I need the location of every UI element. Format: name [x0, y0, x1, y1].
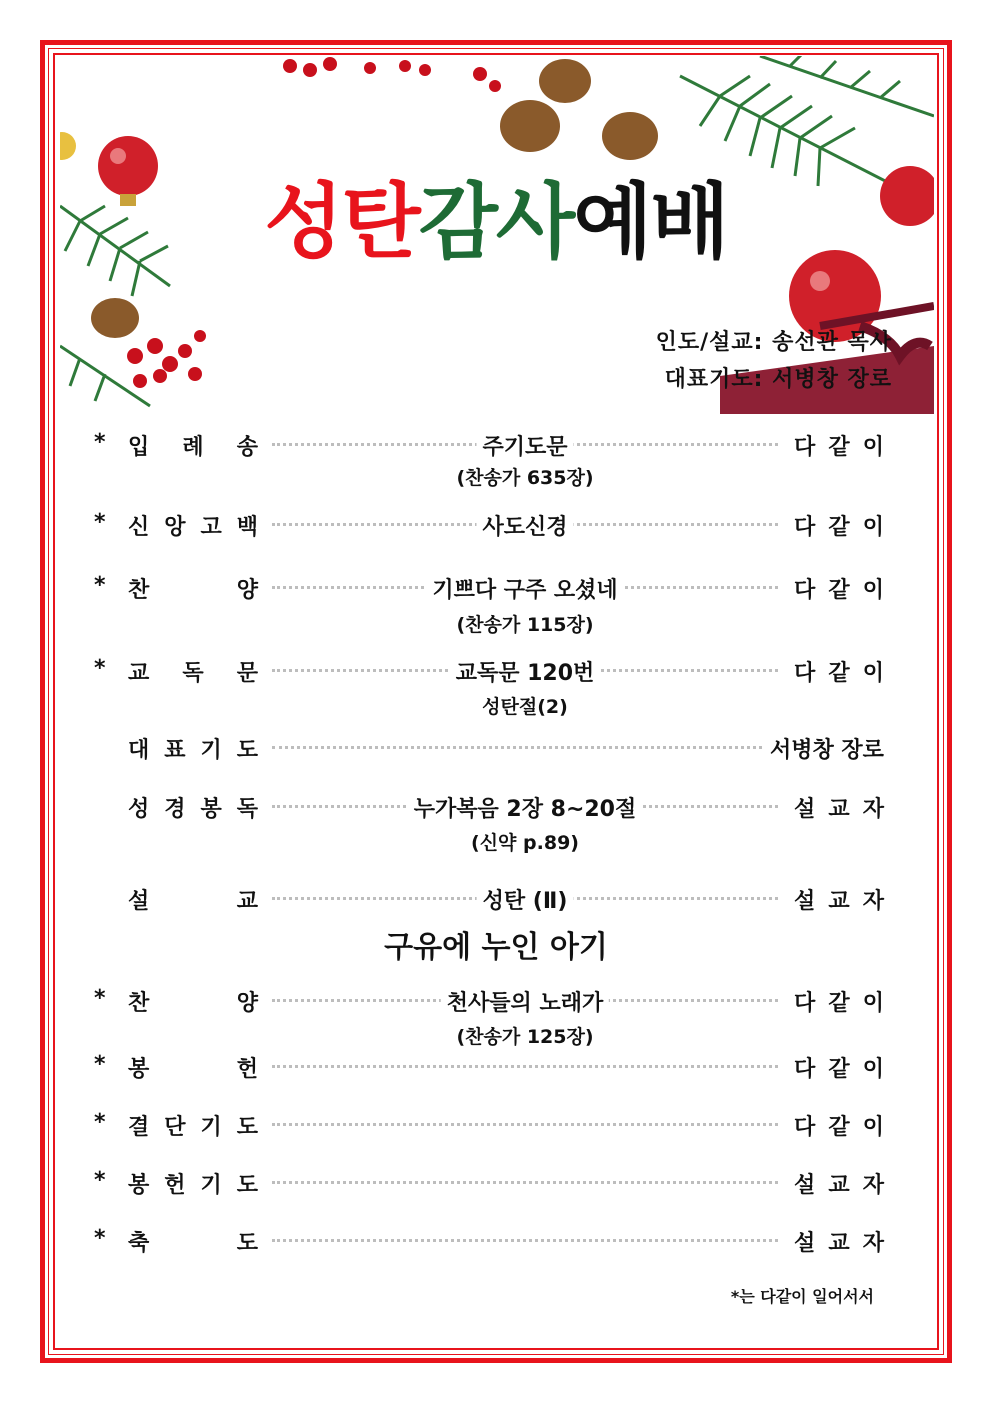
order-row [0, 1110, 992, 1150]
order-label-char: 기 [200, 1115, 222, 1140]
order-label-char: 축 [128, 1231, 150, 1256]
order-row [0, 573, 992, 613]
order-label-char: 송 [236, 435, 258, 460]
order-leader-part: 이 [862, 515, 884, 540]
order-label-char: 양 [236, 991, 258, 1016]
order-leader-part: 자 [862, 1173, 884, 1198]
order-label-char: 대 [128, 738, 150, 763]
order-label-char: 독 [182, 661, 204, 686]
order-label-char: 문 [236, 661, 258, 686]
order-leader-part: 같 [828, 1057, 850, 1082]
order-leader-part: 이 [862, 1115, 884, 1140]
standing-marker: * [94, 1110, 106, 1135]
order-leader-part: 이 [862, 991, 884, 1016]
order-label [128, 884, 258, 915]
standing-marker: * [94, 986, 106, 1011]
standing-marker: * [94, 1052, 106, 1077]
title-part-christmas: 성탄 [264, 175, 419, 270]
order-content: 교독문 120번 [450, 656, 601, 687]
dotted-leader-line [272, 1181, 778, 1184]
order-leader-part: 이 [862, 578, 884, 603]
page-title [0, 175, 992, 270]
order-label [128, 1052, 258, 1083]
order-leader [794, 884, 884, 915]
order-content: 성탄 (Ⅱ) [477, 884, 574, 915]
order-subtext: (찬송가 635장) [456, 467, 594, 489]
order-leader-part: 설 [794, 797, 816, 822]
order-label-char: 도 [236, 1231, 258, 1256]
order-label-char: 찬 [128, 991, 150, 1016]
order-leader-part: 서병창 장로 [770, 738, 884, 763]
order-label-char: 경 [164, 797, 186, 822]
order-leader [794, 656, 884, 687]
standing-marker: * [94, 430, 106, 455]
order-leader-part: 설 [794, 889, 816, 914]
order-leader-part: 설 [794, 1231, 816, 1256]
order-label-char: 앙 [164, 515, 186, 540]
standing-marker: * [94, 1168, 106, 1193]
order-label-char: 신 [128, 515, 150, 540]
order-label [128, 1110, 258, 1141]
order-leader-part: 다 [794, 1057, 816, 1082]
order-label [128, 656, 258, 687]
dotted-leader-line [272, 1065, 778, 1068]
order-leader-part: 다 [794, 578, 816, 603]
order-label-char: 표 [164, 738, 186, 763]
order-leader [794, 1052, 884, 1083]
dotted-leader-line [272, 1123, 778, 1126]
order-row [0, 1168, 992, 1208]
order-label-char: 례 [182, 435, 204, 460]
order-leader [794, 1168, 884, 1199]
order-leader-part: 다 [794, 435, 816, 460]
order-leader-part: 교 [828, 889, 850, 914]
order-leader-part: 자 [862, 1231, 884, 1256]
order-leader-part: 다 [794, 661, 816, 686]
order-leader-part: 같 [828, 578, 850, 603]
order-leader-part: 이 [862, 435, 884, 460]
order-label-char: 도 [236, 1115, 258, 1140]
sermon-title: 구유에 누인 아기 [384, 930, 608, 965]
order-leader-part: 같 [828, 435, 850, 460]
order-row [0, 733, 992, 773]
order-content: 사도신경 [476, 510, 573, 541]
order-leader-part: 이 [862, 1057, 884, 1082]
order-label-char: 입 [128, 435, 150, 460]
order-row [0, 792, 992, 832]
order-label [128, 986, 258, 1017]
order-label-char: 고 [200, 515, 222, 540]
order-leader-part: 같 [828, 661, 850, 686]
order-leader-part: 자 [862, 797, 884, 822]
order-content: 기쁘다 구주 오셨네 [426, 573, 623, 604]
order-label-char: 양 [236, 578, 258, 603]
standing-marker: * [94, 656, 106, 681]
order-label [128, 573, 258, 604]
order-label [128, 1168, 258, 1199]
order-row [0, 986, 992, 1026]
order-leader [794, 986, 884, 1017]
order-leader [794, 573, 884, 604]
order-label [128, 430, 258, 461]
order-label [128, 510, 258, 541]
order-label-char: 설 [128, 889, 150, 914]
order-label [128, 792, 258, 823]
order-label-char: 기 [200, 738, 222, 763]
order-leader [794, 792, 884, 823]
order-subtext: (신약 p.89) [471, 832, 579, 854]
order-label-char: 헌 [164, 1173, 186, 1198]
order-row [0, 656, 992, 696]
title-part-worship: 예배 [573, 175, 728, 270]
order-leader-part: 다 [794, 991, 816, 1016]
dotted-leader-line [272, 746, 762, 749]
title-part-thanks: 감사 [418, 175, 574, 270]
order-leader-part: 교 [828, 1173, 850, 1198]
order-label-char: 도 [236, 1173, 258, 1198]
order-row [0, 884, 992, 924]
standing-marker: * [94, 1226, 106, 1251]
order-label-char: 교 [128, 661, 150, 686]
order-leader-part: 교 [828, 797, 850, 822]
order-label [128, 1226, 258, 1257]
standing-marker: * [94, 510, 106, 535]
order-label-char: 독 [236, 797, 258, 822]
order-label-char: 백 [236, 515, 258, 540]
order-label-char: 봉 [128, 1057, 150, 1082]
order-label [128, 733, 258, 764]
order-row [0, 1052, 992, 1092]
order-leader-part: 교 [828, 1231, 850, 1256]
order-leader-part: 자 [862, 889, 884, 914]
order-content: 천사들의 노래가 [441, 986, 609, 1017]
order-leader [794, 1226, 884, 1257]
gift-box [720, 306, 934, 414]
order-row [0, 1226, 992, 1266]
order-content: 누가복음 2장 8~20절 [408, 792, 643, 823]
order-leader [794, 1110, 884, 1141]
order-label-char: 결 [128, 1115, 150, 1140]
order-label-char: 봉 [128, 1173, 150, 1198]
order-label-char: 단 [164, 1115, 186, 1140]
order-label-char: 봉 [200, 797, 222, 822]
order-leader-part: 설 [794, 1173, 816, 1198]
leader-preacher: 인도/설교: 송선관 목사 [655, 330, 892, 355]
order-leader [794, 510, 884, 541]
dotted-leader-line [272, 1239, 778, 1242]
order-leader [770, 733, 894, 764]
order-subtext: (찬송가 125장) [456, 1026, 594, 1048]
order-label-char: 성 [128, 797, 150, 822]
order-row [0, 510, 992, 550]
standing-marker: * [94, 573, 106, 598]
order-subtext: 성탄절(2) [482, 696, 568, 718]
leader-prayer: 대표기도: 서병창 장로 [664, 367, 892, 392]
order-leader-part: 다 [794, 1115, 816, 1140]
order-label-char: 기 [200, 1173, 222, 1198]
order-content: 주기도문 [476, 430, 573, 461]
order-label-char: 찬 [128, 578, 150, 603]
order-label-char: 헌 [236, 1057, 258, 1082]
order-subtext: (찬송가 115장) [456, 614, 594, 636]
order-leader-part: 이 [862, 661, 884, 686]
order-label-char: 교 [236, 889, 258, 914]
order-leader-part: 같 [828, 515, 850, 540]
standing-footnote: *는 다같이 일어서서 [730, 1287, 874, 1306]
order-leader-part: 다 [794, 515, 816, 540]
order-leader-part: 같 [828, 1115, 850, 1140]
order-leader [794, 430, 884, 461]
order-leader-part: 같 [828, 991, 850, 1016]
order-label-char: 도 [236, 738, 258, 763]
